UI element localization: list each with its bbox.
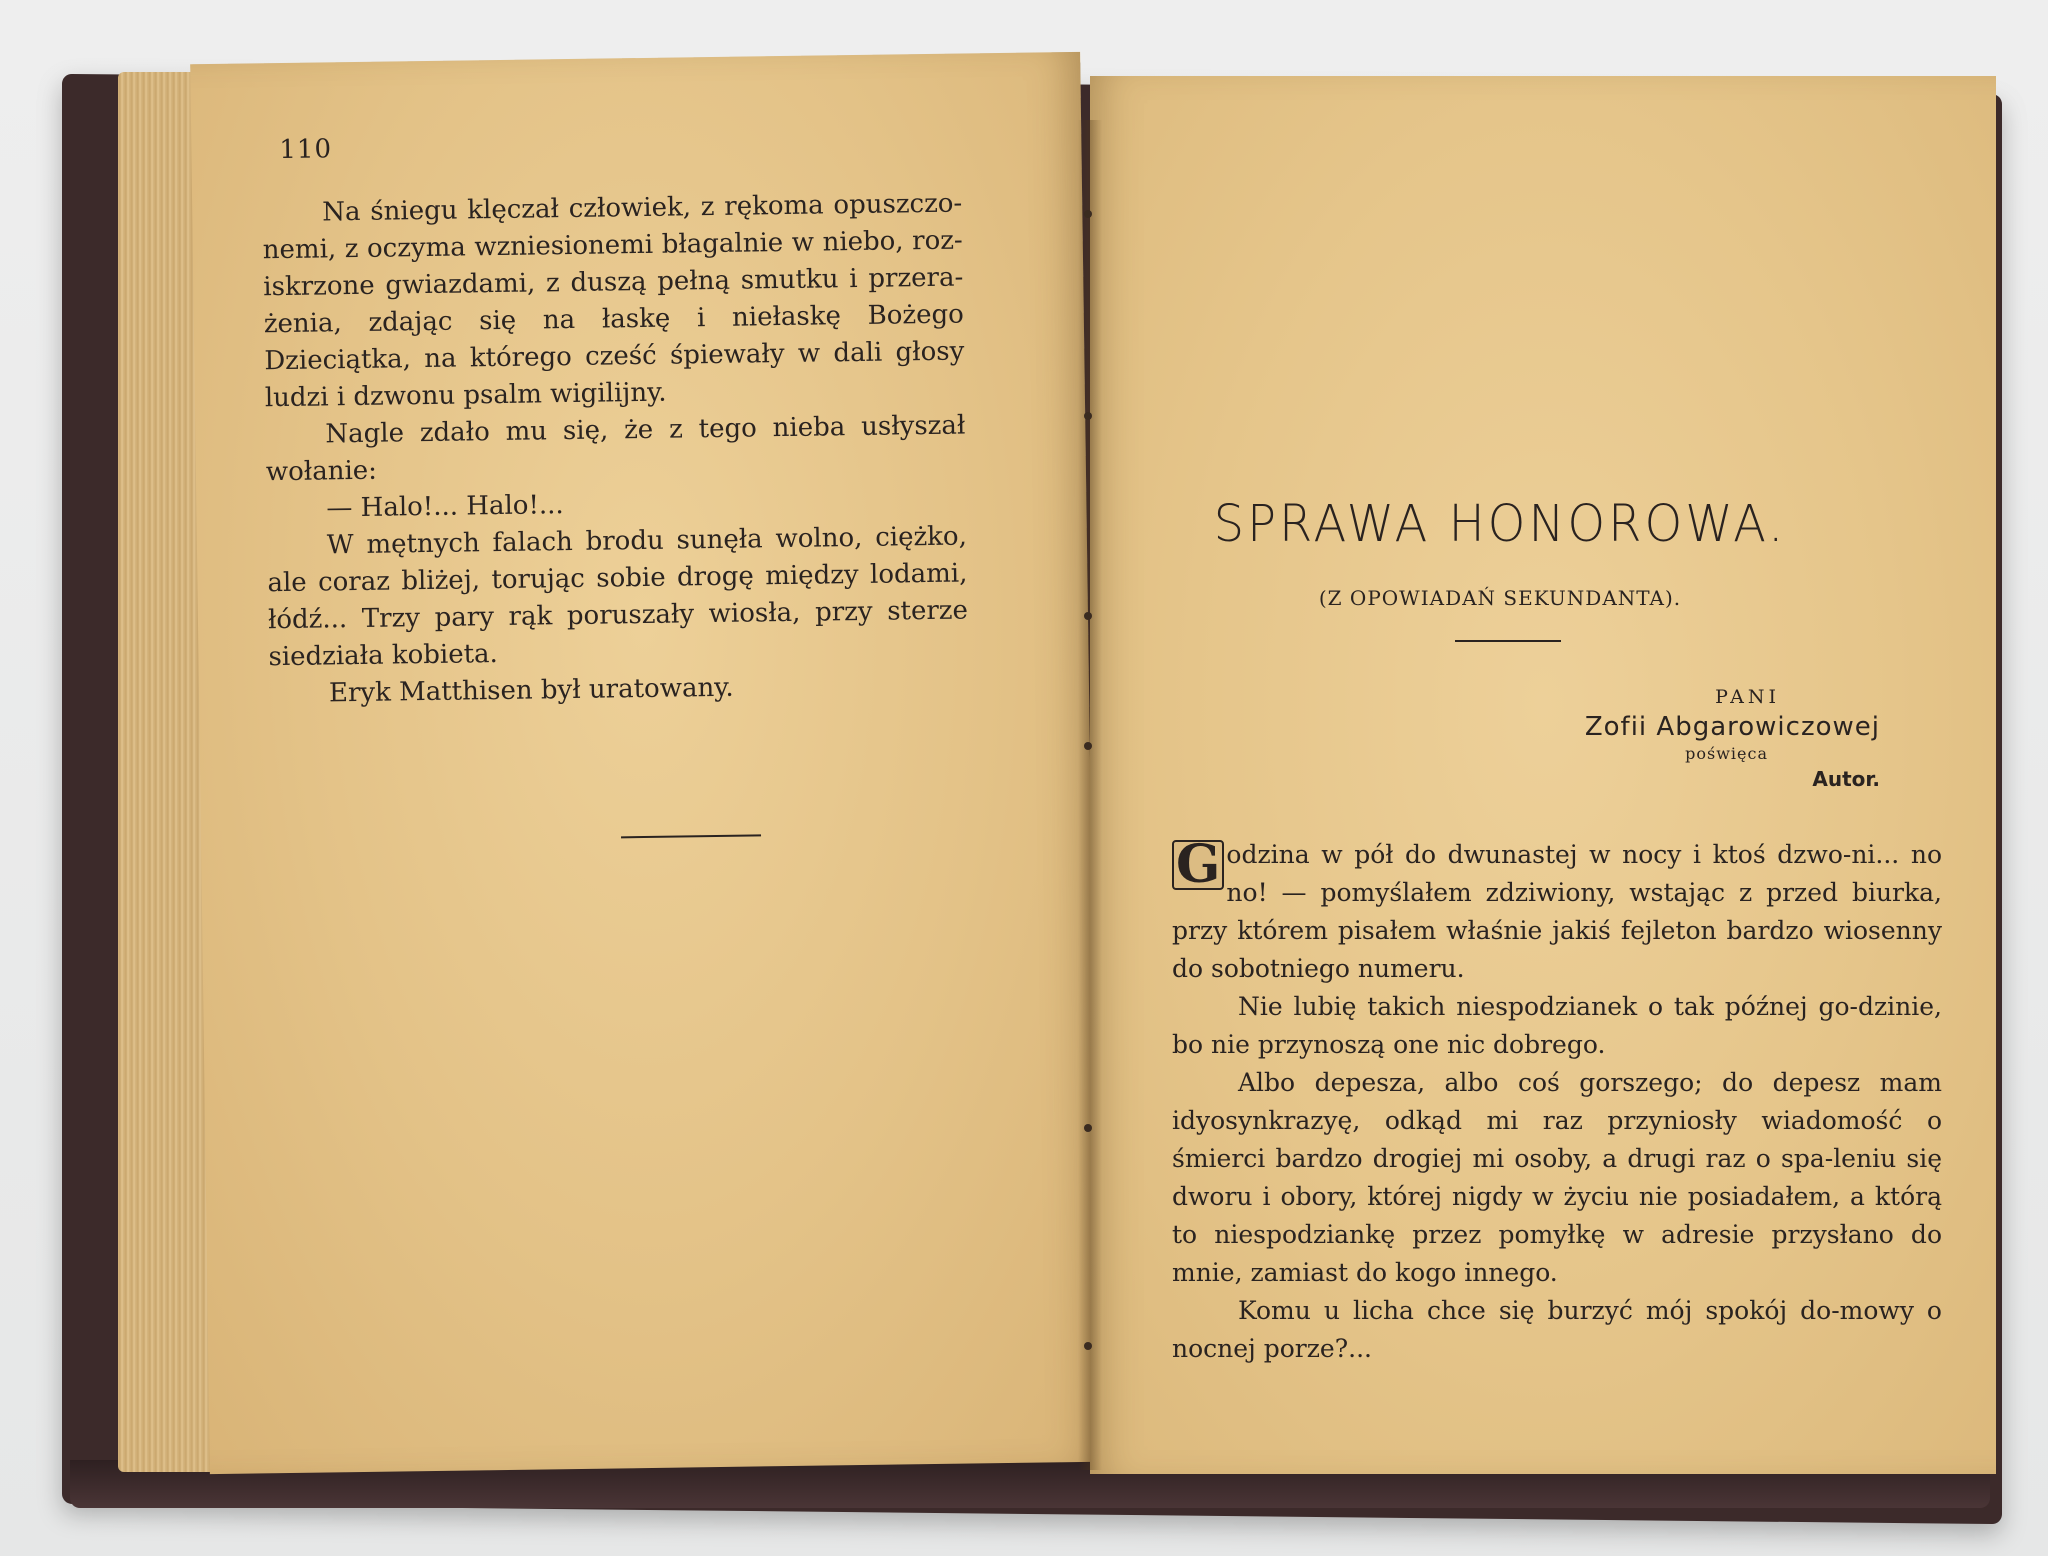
right-paragraph-3: Albo depesza, albo coś gorszego; do depesz mam idyosynkrazyę, odkąd mi raz przyniosły wiadomość o śmierci bardzo drogiej mi osoby, a drugi raz o spa-leniu się dworu i obory, której nigdy w życiu nie posiadałem, a którą to niespodziankę przez pomyłkę w adresie przysłano do mnie, zamiast do kogo innego. (1172, 1068, 1942, 1287)
binding-stitch (1084, 742, 1092, 750)
right-paragraph-4: Komu u licha chce się burzyć mój spokój do-mowy o nocnej porze?... (1172, 1296, 1942, 1363)
story-subtitle: (Z OPOWIADAŃ SEKUNDANTA). (1318, 586, 1682, 610)
left-paragraph-1: Na śniegu klęczał człowiek, z rękoma opuszczo-nemi, z oczyma wzniesionemi błagalnie w niebo, roz-iskrzone gwiazdami, z duszą pełną smutku i przera-żenia, zdając się na łaskę i niełaskę Bożego Dzieciątka, na którego cześć śpiewały w dali głosy ludzi i dzwonu psalm wigilijny. (262, 188, 965, 414)
right-page (1090, 76, 1996, 1474)
left-paragraph-4: W mętnych falach brodu sunęła wolno, ciężko, ale coraz bliżej, torując sobie drogę między lodami, łódź... Trzy pary rąk poruszały wiosła, przy sterze siedziała kobieta. (267, 521, 969, 673)
left-page-text (262, 186, 969, 714)
binding-stitch (1084, 1342, 1092, 1350)
left-paragraph-2: Nagle zdało mu się, że z tego nieba usłyszał wołanie: (265, 410, 966, 488)
right-paragraph-1-text: odzina w pół do dwunastej w nocy i ktoś dzwo-ni... no no! — pomyślałem zdziwiony, wstając z przed biurka, przy którem pisałem właśnie jakiś fejleton bardzo wiosenny do sobotniego numeru. (1172, 840, 1942, 983)
book-gutter (1078, 120, 1102, 1470)
binding-stitch (1084, 210, 1092, 218)
binding-stitch (1084, 612, 1092, 620)
title-rule (1455, 640, 1561, 642)
dedication-autor: Autor. (1812, 767, 1880, 791)
dedication-poswieca: poświęca (1685, 744, 1768, 763)
right-paragraph-2: Nie lubię takich niespodzianek o tak późnej go-dzinie, bo nie przynoszą one nic dobrego. (1172, 992, 1942, 1059)
right-page-text (1172, 836, 1942, 1368)
right-paragraph-1 (1172, 836, 1942, 988)
left-paragraph-5: Eryk Matthisen był uratowany. (328, 672, 734, 709)
dedication-pani: PANI (1715, 686, 1780, 708)
story-title: SPRAWA HONOROWA. (1213, 494, 1787, 554)
binding-stitch (1084, 1124, 1092, 1132)
dedication (1520, 686, 1880, 791)
dedication-name: Zofii Abgarowiczowej (1584, 712, 1880, 742)
drop-cap: G (1172, 840, 1224, 890)
left-page (190, 52, 1100, 1474)
page-number: 110 (279, 134, 333, 166)
binding-stitch (1084, 412, 1092, 420)
left-paragraph-3: — Halo!... Halo!... (326, 490, 564, 524)
chapter-end-rule (621, 834, 761, 838)
